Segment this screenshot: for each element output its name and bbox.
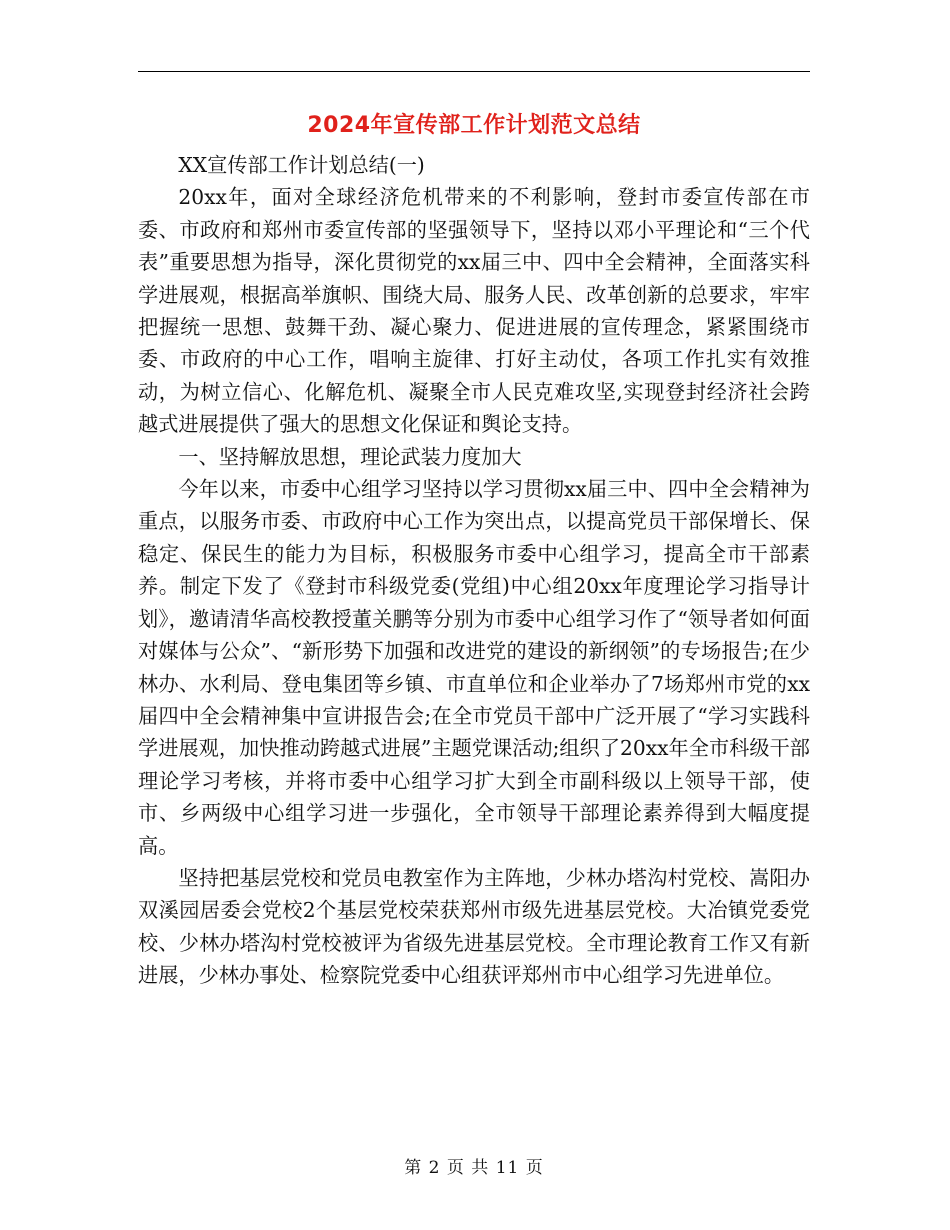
section-heading-1: XX宣传部工作计划总结(一) — [178, 153, 425, 177]
paragraph-party-school: 坚持把基层党校和党员电教室作为主阵地，少林办塔沟村党校、嵩阳办双溪园居委会党校2个基层党校荣获郑州市级先进基层党校。大冶镇党委党校、少林办塔沟村党校被评为省级先进基层党校。全市理论教育工作又有新进展，少林办事处、检察院党委中心组获评郑州市中心组学习先进单位。 — [138, 865, 810, 988]
header-rule — [138, 71, 810, 72]
paragraph-intro: 20xx年，面对全球经济危机带来的不利影响，登封市委宣传部在市委、市政府和郑州市委宣传部的坚强领导下，坚持以邓小平理论和“三个代表”重要思想为指导，深化贯彻党的xx届三中、四中全会精神，全面落实科学进展观，根据高举旗帜、围绕大局、服务人民、改革创新的总要求，牢牢把握统一思想、鼓舞干劲、凝心聚力、促进进展的宣传理念，紧紧围绕市委、市政府的中心工作，唱响主旋律、打好主动仗，各项工作扎实有效推动，为树立信心、化解危机、凝聚全市人民克难攻坚,实现登封经济社会跨越式进展提供了强大的思想文化保证和舆论支持。 — [138, 185, 810, 437]
document-body — [138, 149, 810, 992]
document-title: 2024年宣传部工作计划范文总结 — [307, 113, 641, 138]
section-heading-2: 一、坚持解放思想，理论武装力度加大 — [178, 444, 522, 469]
page-number-footer: 第 2 页 共 11 页 — [404, 1158, 544, 1178]
paragraph-theory-study: 今年以来，市委中心组学习坚持以学习贯彻xx届三中、四中全会精神为重点，以服务市委、市政府中心工作为突出点，以提高党员干部保增长、保稳定、保民生的能力为目标，积极服务市委中心组学习，提高全市干部素养。制定下发了《登封市科级党委(党组)中心组20xx年度理论学习指导计划》，邀请清华高校教授董关鹏等分别为市委中心组学习作了“领导者如何面对媒体与公众”、“新形势下加强和改进党的建设的新纲领”的专场报告;在少林办、水利局、登电集团等乡镇、市直单位和企业举办了7场郑州市党的xx届四中全会精神集中宣讲报告会;在全市党员干部中广泛开展了“学习实践科学进展观，加快推动跨越式进展”主题党课活动;组织了20xx年全市科级干部理论学习考核，并将市委中心组学习扩大到全市副科级以上领导干部，使市、乡两级中心组学习进一步强化，全市领导干部理论素养得到大幅度提高。 — [138, 477, 810, 858]
